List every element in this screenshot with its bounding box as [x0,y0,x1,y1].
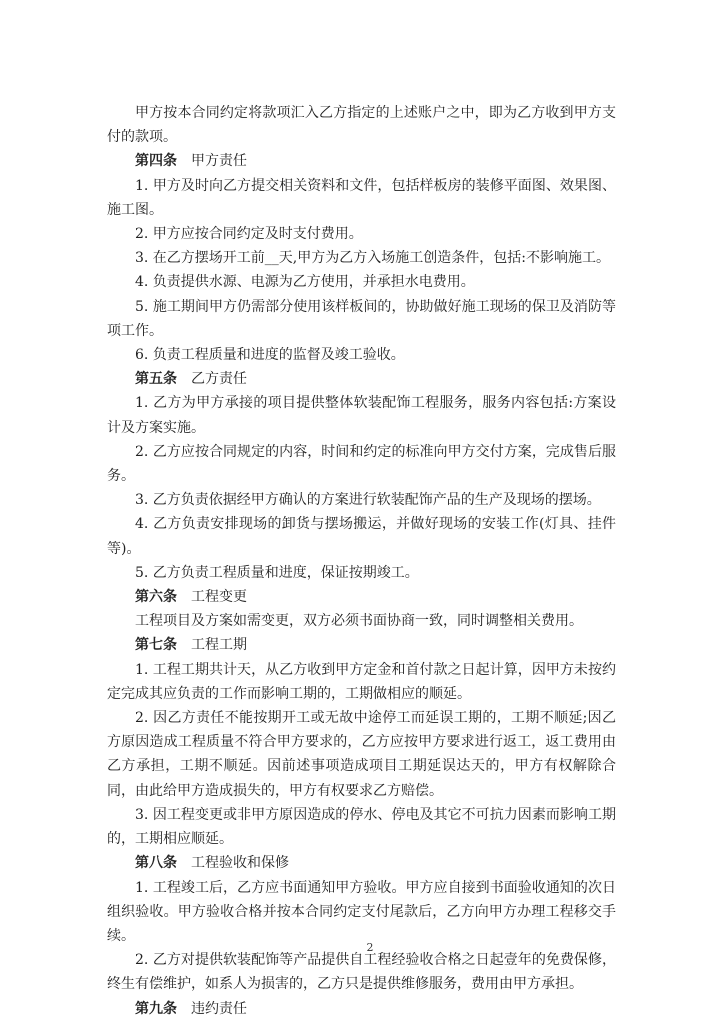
section-number: 第五条 [135,371,177,388]
section-title: 工程变更 [191,589,247,606]
section-title: 乙方责任 [191,371,247,388]
section-number: 第七条 [135,637,177,654]
clause-paragraph: 1. 工程竣工后，乙方应书面通知甲方验收。甲方应自接到书面验收通知的次日组织验收。甲方验收合格并按本合同约定支付尾款后，乙方向甲方办理工程移交手续。 [107,879,616,944]
section-title: 违约责任 [191,1000,247,1017]
clause-paragraph: 2. 甲方应按合同约定及时支付费用。 [135,226,363,243]
clause-paragraph: 5. 施工期间甲方仍需部分使用该样板间的，协助做好施工现场的保卫及消防等项工作。 [107,298,616,339]
clause-paragraph: 工程项目及方案如需变更，双方必须书面协商一致，同时调整相关费用。 [135,613,583,630]
clause-paragraph: 3. 乙方负责依据经甲方确认的方案进行软装配饰产品的生产及现场的摆场。 [135,492,601,509]
section-heading [107,585,616,609]
section-number: 第六条 [135,589,177,606]
clause-paragraph: 5. 乙方负责工程质量和进度，保证按期竣工。 [135,564,419,581]
section-number: 第九条 [135,1000,177,1017]
clause-paragraph: 1. 乙方为甲方承接的项目提供整体软装配饰工程服务，服务内容包括:方案设计及方案实施。 [107,395,616,436]
clause-paragraph: 2. 乙方对提供软装配饰等产品提供自工程经验收合格之日起壹年的免费保修，终生有偿维护，如系人为损害的，乙方只是提供维修服务，费用由甲方承担。 [107,952,616,993]
clause-paragraph: 4. 负责提供水源、电源为乙方使用，并承担水电费用。 [135,274,475,291]
section-heading [107,367,616,391]
document-page [107,101,616,1021]
section-heading [107,633,616,657]
clause-paragraph: 1. 工程工期共计天，从乙方收到甲方定金和首付款之日起计算，因甲方未按约定完成其应负责的工作而影响工期的，工期做相应的顺延。 [107,661,616,702]
section-number: 第八条 [135,855,177,872]
section-title: 工程工期 [191,637,247,654]
section-heading [107,149,616,173]
clause-paragraph: 4. 乙方负责安排现场的卸货与摆场搬运，并做好现场的安装工作(灯具、挂件等)。 [107,516,616,557]
clause-paragraph: 3. 在乙方摆场开工前__天,甲方为乙方入场施工创造条件，包括:不影响施工。 [135,250,610,267]
clause-paragraph: 6. 负责工程质量和进度的监督及竣工验收。 [135,347,405,364]
section-heading [107,997,616,1021]
intro-paragraph: 甲方按本合同约定将款项汇入乙方指定的上述账户之中，即为乙方收到甲方支付的款项。 [107,105,616,146]
sections [107,149,616,1020]
section-title: 甲方责任 [191,153,247,170]
clause-paragraph: 1. 甲方及时向乙方提交相关资料和文件，包括样板房的装修平面图、效果图、施工图。 [107,177,616,218]
page-number: 2 [366,941,374,954]
section-number: 第四条 [135,153,177,170]
section-title: 工程验收和保修 [191,855,289,872]
clause-paragraph: 2. 乙方应按合同规定的内容，时间和约定的标准向甲方交付方案，完成售后服务。 [107,443,616,485]
section-heading [107,851,616,875]
clause-paragraph: 2. 因乙方责任不能按期开工或无故中途停工而延误工期的，工期不顺延;因乙方原因造成工程质量不符合甲方要求的，乙方应按甲方要求进行返工，返工费用由乙方承担，工期不顺延。因前述事项造成项目工期延误达天的，甲方有权解除合同，由此给甲方造成损失的，甲方有权要求乙方赔偿。 [107,710,616,799]
clause-paragraph: 3. 因工程变更或非甲方原因造成的停水、停电及其它不可抗力因素而影响工期的，工期相应顺延。 [107,806,616,848]
